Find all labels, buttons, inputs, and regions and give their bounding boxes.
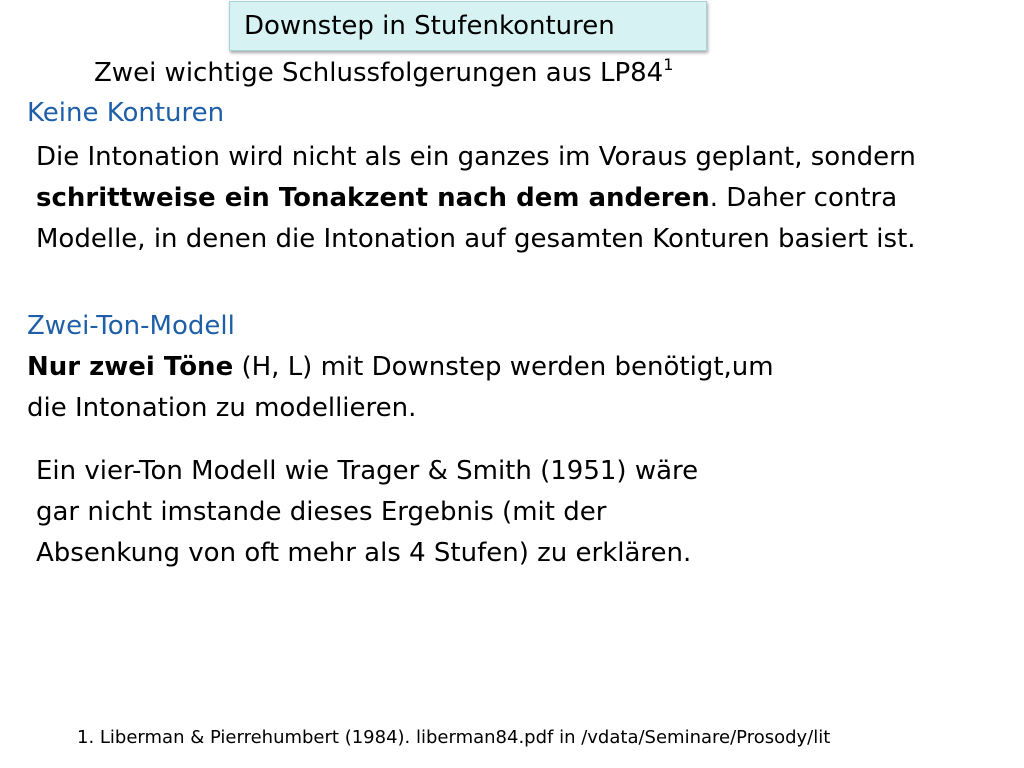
bold-phrase: schrittweise ein Tonakzent nach dem anderen (36, 183, 710, 213)
paragraph-line: Absenkung von oft mehr als 4 Stufen) zu erklären. (36, 538, 692, 568)
paragraph-zwei-ton-modell (27, 347, 774, 429)
slide-subtitle (94, 54, 673, 92)
paragraph-line (27, 347, 774, 388)
paragraph-line: Ein vier-Ton Modell wie Trager & Smith (1951) wäre (36, 456, 699, 486)
paragraph-line: Die Intonation wird nicht als ein ganzes im Voraus geplant, sondern (36, 142, 916, 172)
slide-title-box (229, 1, 707, 51)
slide-title: Downstep in Stufenkonturen (244, 11, 615, 41)
footnote: 1. Liberman & Pierrehumbert (1984). liberman84.pdf in /vdata/Seminare/Prosody/lit (77, 727, 831, 748)
paragraph-line: die Intonation zu modellieren. (27, 393, 417, 423)
paragraph-line (36, 178, 916, 219)
subtitle-text: Zwei wichtige Schlussfolgerungen aus LP84 (94, 58, 664, 88)
paragraph-line: gar nicht imstande dieses Ergebnis (mit der (36, 497, 607, 527)
footnote-marker: 1 (663, 55, 674, 74)
heading-zwei-ton-modell: Zwei-Ton-Modell (27, 311, 235, 341)
paragraph-line: Modelle, in denen die Intonation auf gesamten Konturen basiert ist. (36, 224, 916, 254)
heading-keine-konturen: Keine Konturen (27, 98, 225, 128)
bold-phrase: Nur zwei Töne (27, 352, 234, 382)
text-fragment: (H, L) mit Downstep werden benötigt,um (233, 352, 774, 382)
paragraph-vier-ton-modell (36, 451, 698, 574)
text-fragment: . Daher contra (709, 183, 898, 213)
paragraph-keine-konturen (36, 137, 916, 260)
